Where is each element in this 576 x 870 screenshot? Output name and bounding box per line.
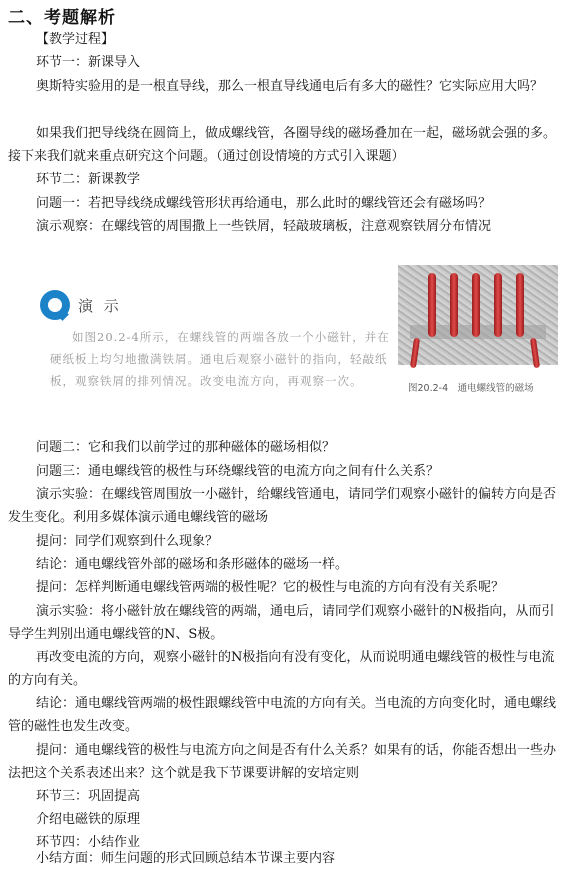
demo-title: 演 示 — [78, 296, 122, 315]
text-line: 提问：同学们观察到什么现象？ — [36, 534, 219, 549]
text-line: 环节四：小结作业 — [36, 835, 141, 850]
text-paragraph: 如果我们把导线绕在圆筒上，做成螺线管，各圈导线的磁场叠加在一起，磁场就会强的多。接下来我们就来重点研究这个问题。（通过创设情境的方式引入课题） — [8, 126, 557, 164]
text-paragraph: 提问：通电螺线管的极性与电流方向之间是否有什么关系？如果有的话，你能否想出一些办法把这个关系表述出来？这个就是我下节课要讲解的安培定则 — [8, 743, 557, 781]
text-line: 提问：怎样判断通电螺线管两端的极性呢？它的极性与电流的方向有没有关系呢？ — [36, 580, 505, 595]
text-line: 环节三：巩固提高 — [36, 789, 141, 804]
text-paragraph: 结论：通电螺线管两端的极性跟螺线管中电流的方向有关。当电流的方向变化时，通电螺线管的磁性也发生改变。 — [8, 696, 557, 734]
text-line: 结论：通电螺线管外部的磁场和条形磁体的磁场一样。 — [36, 557, 349, 572]
speech-bubble-icon — [40, 290, 70, 320]
text-paragraph: 演示实验：将小磁针放在螺线管的两端，通电后，请同学们观察小磁针的N极指向，从而引导学生判别出通电螺线管的N、S极。 — [8, 604, 555, 642]
text-line: 问题二：它和我们以前学过的那种磁体的磁场相似？ — [36, 440, 336, 455]
text-paragraph: 演示观察：在螺线管的周围撒上一些铁屑，轻敲玻璃板，注意观察铁屑分布情况 — [36, 219, 492, 234]
text-line: 介绍电磁铁的原理 — [36, 812, 141, 827]
figure-caption: 图20.2-4 通电螺线管的磁场 — [408, 383, 534, 394]
text-paragraph: 再改变电流的方向，观察小磁针的N极指向有没有变化，从而说明通电螺线管的极性与电流的方向有关。 — [8, 650, 555, 688]
demo-text: 如图20.2-4所示，在螺线管的两端各放一个小磁针，并在硬纸板上均匀地撒满铁屑。通电后观察小磁针的指向，轻敲纸板，观察铁屑的排列情况。改变电流方向，再观察一次。 — [50, 330, 390, 388]
text-paragraph: 奥斯特实验用的是一根直导线，那么一根直导线通电后有多大的磁性？它实际应用大吗？ — [36, 79, 544, 94]
solenoid-wires — [398, 338, 558, 372]
section-title: 二、考题解析 — [8, 8, 116, 28]
text-line: 问题三：通电螺线管的极性与环绕螺线管的电流方向之间有什么关系？ — [36, 464, 440, 479]
text-line: 环节一：新课导入 — [36, 55, 141, 70]
text-line: 【教学过程】 — [36, 32, 115, 47]
text-line: 环节二：新课教学 — [36, 172, 141, 187]
demo-panel — [40, 290, 400, 430]
text-line: 问题一：若把导线绕成螺线管形状再给通电，那么此时的螺线管还会有磁场吗？ — [36, 196, 492, 211]
text-paragraph: 演示实验：在螺线管周围放一小磁针，给螺线管通电，请同学们观察小磁针的偏转方向是否发生变化。利用多媒体演示通电螺线管的磁场 — [8, 487, 557, 525]
text-line: 小结方面：师生问题的形式回顾总结本节课主要内容 — [36, 851, 336, 866]
